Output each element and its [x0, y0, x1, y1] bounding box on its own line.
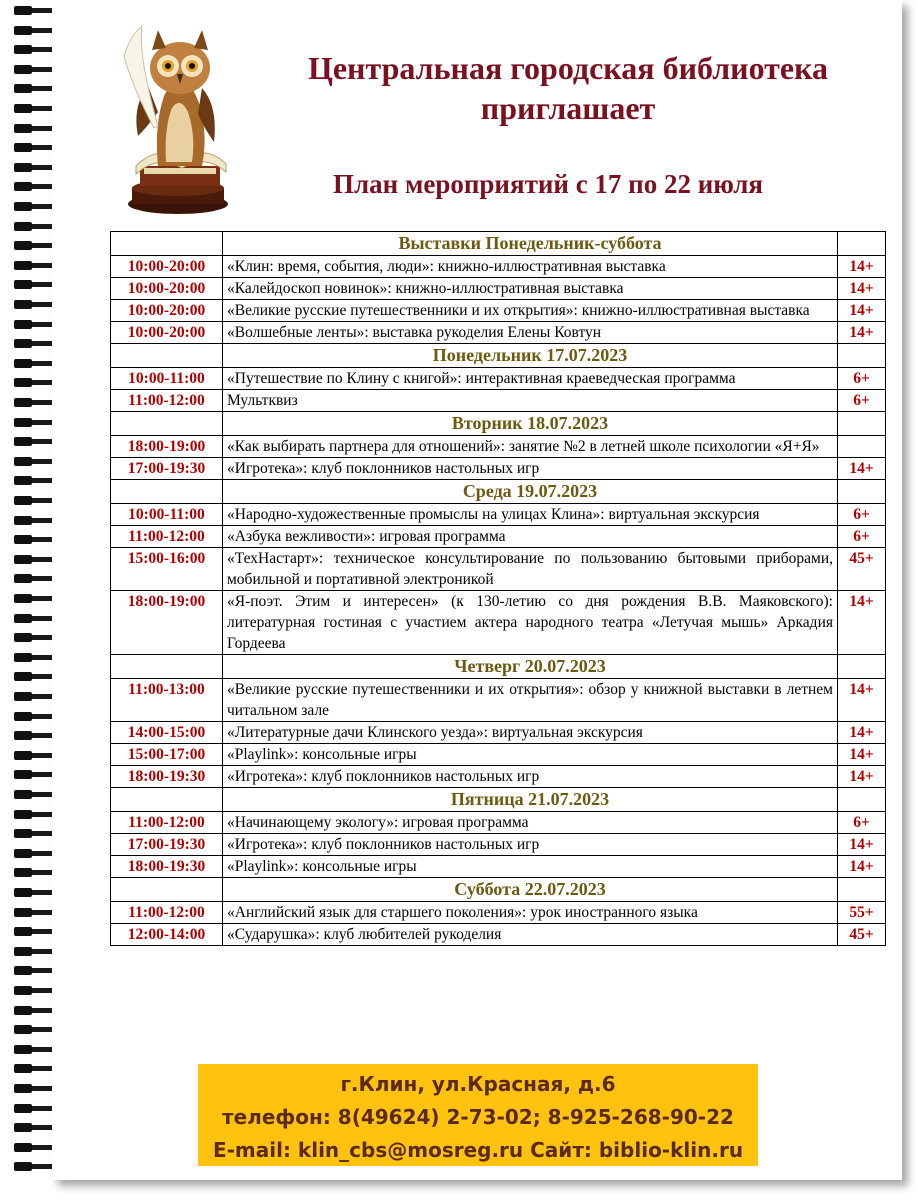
empty-cell — [838, 655, 886, 679]
section-header-row — [111, 412, 886, 436]
section-heading: Понедельник 17.07.2023 — [223, 344, 838, 368]
event-description: «Волшебные ленты»: выставка рукоделия Елены Ковтун — [223, 322, 838, 344]
event-description: «Калейдоскоп новинок»: книжно-иллюстративная выставка — [223, 278, 838, 300]
event-description: «Я-поэт. Этим и интересен» (к 130-летию со дня рождения В.В. Маяковского): литературная гостиная с участием актера народного театра «Летучая мышь» Аркадия Гордеева — [223, 591, 838, 655]
event-time: 17:00-19:30 — [111, 458, 223, 480]
age-rating: 14+ — [838, 256, 886, 278]
empty-cell — [838, 788, 886, 812]
event-description: «Начинающему экологу»: игровая программа — [223, 812, 838, 834]
age-rating: 14+ — [838, 458, 886, 480]
age-rating — [838, 436, 886, 458]
event-time: 18:00-19:30 — [111, 856, 223, 878]
section-heading: Четверг 20.07.2023 — [223, 655, 838, 679]
event-description: Мультквиз — [223, 390, 838, 412]
age-rating: 14+ — [838, 856, 886, 878]
event-time: 10:00-20:00 — [111, 278, 223, 300]
table-row — [111, 390, 886, 412]
age-rating: 14+ — [838, 744, 886, 766]
empty-cell — [838, 344, 886, 368]
section-header-row — [111, 480, 886, 504]
section-heading: Среда 19.07.2023 — [223, 480, 838, 504]
event-description: «Как выбирать партнера для отношений»: занятие №2 в летней школе психологии «Я+Я» — [223, 436, 838, 458]
table-row — [111, 504, 886, 526]
event-time: 11:00-12:00 — [111, 812, 223, 834]
age-rating: 6+ — [838, 526, 886, 548]
table-row — [111, 812, 886, 834]
age-rating: 14+ — [838, 722, 886, 744]
event-description: «Игротека»: клуб поклонников настольных игр — [223, 766, 838, 788]
owl-with-book-icon — [118, 16, 236, 216]
table-row — [111, 924, 886, 946]
table-row — [111, 526, 886, 548]
event-time: 18:00-19:00 — [111, 436, 223, 458]
event-description: «Великие русские путешественники и их открытия»: книжно-иллюстративная выставка — [223, 300, 838, 322]
table-row — [111, 722, 886, 744]
event-time: 14:00-15:00 — [111, 722, 223, 744]
age-rating: 14+ — [838, 322, 886, 344]
event-description: «Азбука вежливости»: игровая программа — [223, 526, 838, 548]
page-subtitle: План мероприятий с 17 по 22 июля — [332, 169, 764, 199]
empty-cell — [111, 655, 223, 679]
table-row — [111, 591, 886, 655]
age-rating: 14+ — [838, 591, 886, 655]
age-rating: 6+ — [838, 504, 886, 526]
event-time: 18:00-19:30 — [111, 766, 223, 788]
event-time: 12:00-14:00 — [111, 924, 223, 946]
section-heading: Пятница 21.07.2023 — [223, 788, 838, 812]
event-description: «Литературные дачи Клинского уезда»: виртуальная экскурсия — [223, 722, 838, 744]
table-row — [111, 548, 886, 591]
empty-cell — [838, 480, 886, 504]
schedule-table — [110, 231, 886, 946]
section-header-row — [111, 232, 886, 256]
event-time: 15:00-16:00 — [111, 548, 223, 591]
age-rating: 6+ — [838, 812, 886, 834]
age-rating: 55+ — [838, 902, 886, 924]
event-time: 10:00-11:00 — [111, 504, 223, 526]
event-description: «Клин: время, события, люди»: книжно-иллюстративная выставка — [223, 256, 838, 278]
event-time: 11:00-12:00 — [111, 902, 223, 924]
empty-cell — [838, 232, 886, 256]
event-description: «Народно-художественные промыслы на улицах Клина»: виртуальная экскурсия — [223, 504, 838, 526]
table-row — [111, 834, 886, 856]
event-description: «ТехНастарт»: техническое консультирование по пользованию бытовыми приборами, мобильной и портативной электроникой — [223, 548, 838, 591]
table-row — [111, 322, 886, 344]
event-time: 11:00-13:00 — [111, 679, 223, 722]
table-row — [111, 436, 886, 458]
table-row — [111, 458, 886, 480]
empty-cell — [111, 480, 223, 504]
age-rating: 14+ — [838, 766, 886, 788]
contacts-text: E-mail: klin_cbs@mosreg.ru Сайт: biblio-klin.ru — [212, 1138, 744, 1162]
event-description: «Сударушка»: клуб любителей рукоделия — [223, 924, 838, 946]
section-header-row — [111, 655, 886, 679]
table-row — [111, 300, 886, 322]
table-row — [111, 766, 886, 788]
empty-cell — [111, 344, 223, 368]
event-description: «Великие русские путешественники и их открытия»: обзор у книжной выставки в летнем читальном зале — [223, 679, 838, 722]
empty-cell — [111, 878, 223, 902]
section-header-row — [111, 878, 886, 902]
event-description: «Игротека»: клуб поклонников настольных игр — [223, 834, 838, 856]
age-rating: 6+ — [838, 390, 886, 412]
age-rating: 14+ — [838, 679, 886, 722]
contact-box — [198, 1064, 758, 1166]
table-row — [111, 368, 886, 390]
event-description: «Английский язык для старшего поколения»: урок иностранного языка — [223, 902, 838, 924]
section-header-row — [111, 344, 886, 368]
table-row — [111, 744, 886, 766]
event-time: 11:00-12:00 — [111, 526, 223, 548]
event-time: 10:00-11:00 — [111, 368, 223, 390]
event-description: «Playlink»: консольные игры — [223, 744, 838, 766]
table-row — [111, 679, 886, 722]
empty-cell — [838, 878, 886, 902]
event-time: 10:00-20:00 — [111, 300, 223, 322]
event-description: «Playlink»: консольные игры — [223, 856, 838, 878]
age-rating: 14+ — [838, 834, 886, 856]
table-row — [111, 902, 886, 924]
empty-cell — [111, 788, 223, 812]
event-description: «Путешествие по Клину с книгой»: интерактивная краеведческая программа — [223, 368, 838, 390]
age-rating: 45+ — [838, 548, 886, 591]
table-row — [111, 856, 886, 878]
section-heading: Суббота 22.07.2023 — [223, 878, 838, 902]
section-header-row — [111, 788, 886, 812]
age-rating: 14+ — [838, 300, 886, 322]
page-title — [248, 48, 888, 128]
section-heading: Вторник 18.07.2023 — [223, 412, 838, 436]
age-rating: 45+ — [838, 924, 886, 946]
event-time: 11:00-12:00 — [111, 390, 223, 412]
event-description: «Игротека»: клуб поклонников настольных игр — [223, 458, 838, 480]
event-time: 10:00-20:00 — [111, 322, 223, 344]
empty-cell — [111, 412, 223, 436]
event-time: 15:00-17:00 — [111, 744, 223, 766]
age-rating: 14+ — [838, 278, 886, 300]
event-time: 17:00-19:30 — [111, 834, 223, 856]
title-line-1: Центральная городская библиотека — [307, 50, 829, 86]
title-line-2: приглашает — [480, 90, 656, 126]
empty-cell — [111, 232, 223, 256]
table-row — [111, 256, 886, 278]
event-time: 18:00-19:00 — [111, 591, 223, 655]
table-row — [111, 278, 886, 300]
phone-text: телефон: 8(49624) 2-73-02; 8-925-268-90-22 — [222, 1105, 734, 1129]
address-text: г.Клин, ул.Красная, д.6 — [340, 1072, 616, 1096]
age-rating: 6+ — [838, 368, 886, 390]
empty-cell — [838, 412, 886, 436]
section-heading: Выставки Понедельник-суббота — [223, 232, 838, 256]
event-time: 10:00-20:00 — [111, 256, 223, 278]
